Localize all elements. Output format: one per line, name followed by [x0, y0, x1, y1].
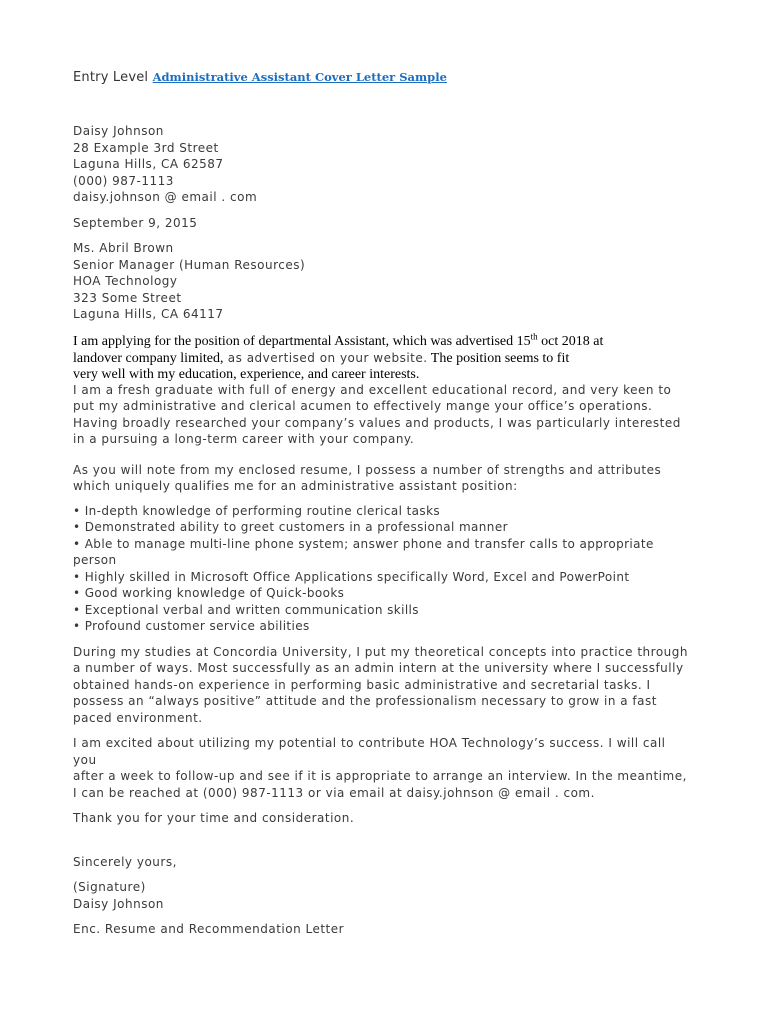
- paragraph-3-line: During my studies at Concordia University, I put my theoretical concepts into practice through: [73, 644, 688, 659]
- document-title: [73, 68, 693, 87]
- list-item: • In-depth knowledge of performing routine clerical tasks: [73, 503, 441, 518]
- list-item: • Exceptional verbal and written communication skills: [73, 602, 419, 617]
- paragraph-1-line: I am a fresh graduate with full of energy and excellent educational record, and very keen to: [73, 382, 672, 397]
- sender-name: Daisy Johnson: [73, 124, 164, 138]
- paragraph-1-line: in a pursuing a long-term career with your company.: [73, 432, 415, 446]
- intro-company: landover company limited,: [73, 350, 224, 366]
- paragraph-2: [73, 462, 693, 495]
- paragraph-2-line: which uniquely qualifies me for an administrative assistant position:: [73, 479, 518, 493]
- enclosure-line: Enc. Resume and Recommendation Letter: [73, 922, 345, 936]
- paragraph-4: [73, 735, 693, 801]
- recipient-address: [73, 240, 693, 323]
- intro-line-3: very well with my education, experience, and career interests.: [73, 366, 420, 382]
- sender-email: daisy.johnson @ email . com: [73, 190, 258, 204]
- intro-text-2: oct 2018 at: [537, 333, 604, 349]
- paragraph-4-line: I am excited about utilizing my potential to contribute HOA Technology’s success. I will call you: [73, 736, 666, 767]
- sender-address: [73, 123, 693, 206]
- paragraph-2-line: As you will note from my enclosed resume, I possess a number of strengths and attributes: [73, 462, 662, 477]
- paragraph-1-line: put my administrative and clerical acumen to effectively mange your office’s operations.: [73, 399, 653, 413]
- sender-phone: (000) 987-1113: [73, 173, 174, 188]
- letter-page: [73, 68, 693, 938]
- signature-block: [73, 879, 693, 912]
- intro-superscript: th: [530, 330, 538, 341]
- list-item: • Demonstrated ability to greet customers in a professional manner: [73, 520, 508, 534]
- paragraph-3-line: a number of ways. Most successfully as an admin intern at the university where I successfully: [73, 661, 684, 675]
- signer-name: Daisy Johnson: [73, 896, 164, 911]
- strengths-list: [73, 503, 693, 635]
- list-item: • Able to manage multi-line phone system; answer phone and transfer calls to appropriate: [73, 536, 654, 551]
- thanks-line: Thank you for your time and consideration.: [73, 811, 355, 825]
- list-item: person: [73, 553, 117, 567]
- paragraph-3-line: obtained hands-on experience in performing basic administrative and secretarial tasks. I: [73, 677, 651, 692]
- list-item: • Profound customer service abilities: [73, 619, 310, 633]
- recipient-title: Senior Manager (Human Resources): [73, 257, 306, 272]
- paragraph-3-line: possess an “always positive” attitude and the professionalism necessary to grow in a fast: [73, 694, 657, 708]
- paragraph-1: [73, 382, 693, 448]
- sender-city: Laguna Hills, CA 62587: [73, 157, 224, 171]
- recipient-name: Ms. Abril Brown: [73, 241, 174, 255]
- intro-advertised: as advertised on your website.: [223, 350, 428, 365]
- intro-text-1: I am applying for the position of departmental Assistant, which was advertised 15: [73, 333, 531, 349]
- recipient-city: Laguna Hills, CA 64117: [73, 307, 224, 321]
- recipient-company: HOA Technology: [73, 274, 178, 288]
- paragraph-3-line: paced environment.: [73, 710, 203, 725]
- intro-line-2: [73, 350, 693, 367]
- intro-paragraph: [73, 330, 693, 382]
- paragraph-4-line: I can be reached at (000) 987-1113 or via email at daisy.johnson @ email . com.: [73, 785, 595, 800]
- list-item: • Good working knowledge of Quick-books: [73, 586, 345, 600]
- sender-street: 28 Example 3rd Street: [73, 140, 219, 155]
- title-link[interactable]: Administrative Assistant Cover Letter Sample: [152, 70, 447, 84]
- paragraph-4-line: after a week to follow-up and see if it is appropriate to arrange an interview. In the meantime,: [73, 769, 687, 783]
- intro-fit: The position seems to fit: [427, 350, 570, 366]
- paragraph-3: [73, 644, 693, 727]
- list-item: • Highly skilled in Microsoft Office Applications specifically Word, Excel and PowerPoint: [73, 569, 630, 584]
- letter-date: September 9, 2015: [73, 215, 198, 230]
- title-prefix: Entry Level: [73, 70, 149, 85]
- intro-line-1: [73, 330, 693, 350]
- signature-placeholder: (Signature): [73, 880, 146, 894]
- closing: Sincerely yours,: [73, 854, 177, 869]
- recipient-street: 323 Some Street: [73, 290, 182, 305]
- paragraph-1-line: Having broadly researched your company’s values and products, I was particularly interested: [73, 415, 681, 430]
